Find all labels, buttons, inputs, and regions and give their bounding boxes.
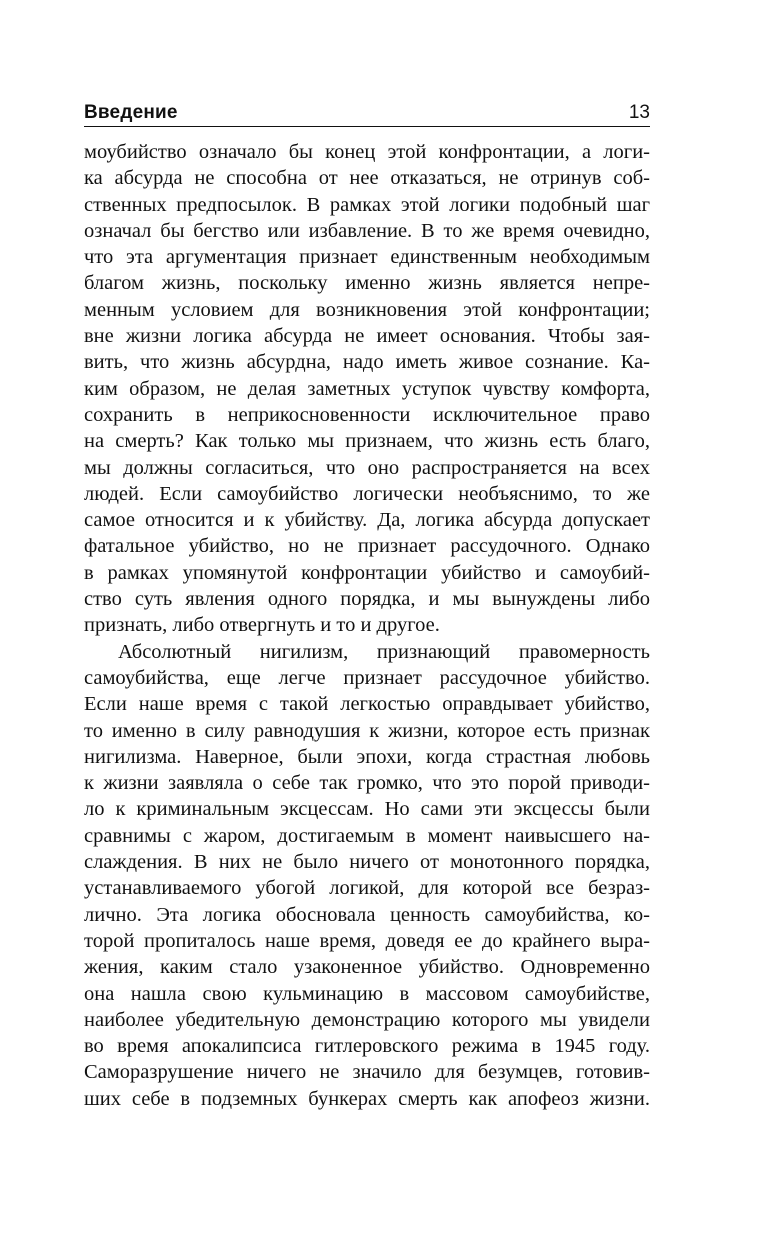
text-line: нигилизма. Наверное, были эпохи, когда страстная любовь <box>84 745 650 768</box>
text-line: благом жизнь, поскольку именно жизнь является непре- <box>84 272 650 295</box>
text-line: менным условием для возникновения этой конфронтации; <box>84 298 650 321</box>
book-page <box>84 96 650 1112</box>
text-line: ственных предпосылок. В рамках этой логики подобный шаг <box>84 193 650 216</box>
text-line: признать, либо отвергнуть и то и другое. <box>84 614 440 637</box>
text-line: лично. Эта логика обосновала ценность самоубийства, ко- <box>84 903 650 926</box>
text-line: ство суть явления одного порядка, и мы вынуждены либо <box>84 588 650 611</box>
text-line: на смерть? Как только мы признаем, что жизнь есть благо, <box>84 430 650 453</box>
body-text <box>84 139 650 1112</box>
text-line: устанавливаемого убогой логикой, для которой все безраз- <box>84 877 650 900</box>
paragraph <box>84 639 650 1112</box>
text-line: фатальное убийство, но не признает рассудочного. Однако <box>84 535 650 558</box>
text-line: ло к криминальным эксцессам. Но сами эти эксцессы были <box>84 798 650 821</box>
text-line: Саморазрушение ничего не значило для безумцев, готовив- <box>84 1061 650 1084</box>
text-line: самоубийства, еще легче признает рассудочное убийство. <box>84 666 650 689</box>
text-line: сравнимы с жаром, достигаемым в момент наивысшего на- <box>84 824 650 847</box>
text-line: ших себе в подземных бункерах смерть как апофеоз жизни. <box>84 1087 650 1110</box>
text-line: она нашла свою кульминацию в массовом самоубийстве, <box>84 982 650 1005</box>
text-line: мы должны согласиться, что оно распространяется на всех <box>84 456 650 479</box>
text-line: ка абсурда не способна от нее отказаться, не отринув соб- <box>84 167 650 190</box>
text-line: жения, каким стало узаконенное убийство. Одновременно <box>84 956 650 979</box>
chapter-title: Введение <box>84 102 178 123</box>
text-line: наиболее убедительную демонстрацию которого мы увидели <box>84 1008 650 1031</box>
text-line: самое относится и к убийству. Да, логика абсурда допускает <box>84 509 650 532</box>
text-line: вить, что жизнь абсурдна, надо иметь живое сознание. Ка- <box>84 351 650 374</box>
page-number: 13 <box>628 102 650 123</box>
text-line: то именно в силу равнодушия к жизни, которое есть признак <box>84 719 650 742</box>
text-line: Абсолютный нигилизм, признающий правомерность <box>118 640 650 663</box>
text-line: в рамках упомянутой конфронтации убийство и самоубий- <box>84 561 650 584</box>
text-line: слаждения. В них не было ничего от монотонного порядка, <box>84 851 650 874</box>
text-line: Если наше время с такой легкостью оправдывает убийство, <box>84 693 650 716</box>
text-line: сохранить в неприкосновенности исключительное право <box>84 403 650 426</box>
text-line: торой пропиталось наше время, доведя ее до крайнего выра- <box>84 929 650 952</box>
text-line: что эта аргументация признает единственным необходимым <box>84 246 650 269</box>
text-line: к жизни заявляла о себе так громко, что это порой приводи- <box>84 772 650 795</box>
text-line: ким образом, не делая заметных уступок чувству комфорта, <box>84 377 650 400</box>
text-line: вне жизни логика абсурда не имеет основания. Чтобы зая- <box>84 325 650 348</box>
text-line: людей. Если самоубийство логически необъяснимо, то же <box>84 482 650 505</box>
text-line: моубийство означало бы конец этой конфронтации, а логи- <box>84 141 650 163</box>
text-line: во время апокалипсиса гитлеровского режима в 1945 году. <box>84 1035 650 1058</box>
paragraph <box>84 139 650 639</box>
running-header <box>84 96 650 127</box>
text-line: означал бы бегство или избавление. В то же время очевидно, <box>84 219 650 242</box>
